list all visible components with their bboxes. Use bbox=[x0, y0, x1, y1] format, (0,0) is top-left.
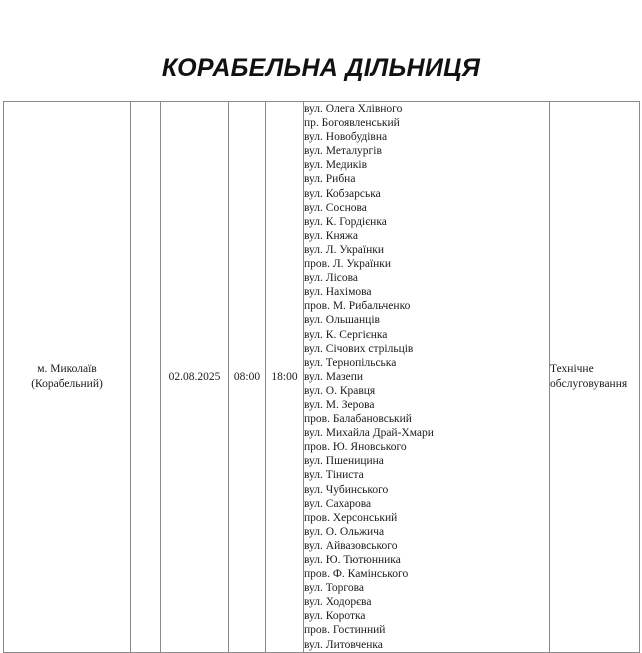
street-list-item: вул. Рибна bbox=[304, 173, 356, 186]
street-list-item: пров. Ф. Камінського bbox=[304, 568, 409, 581]
page-title: КОРАБЕЛЬНА ДІЛЬНИЦЯ bbox=[161, 54, 481, 82]
street-list-item: пров. Гостинний bbox=[304, 624, 386, 637]
street-list-item: вул. Ольшанців bbox=[304, 314, 380, 327]
street-list-item: вул. Тіниста bbox=[304, 469, 364, 482]
street-list-item: вул. Михайла Драй-Хмари bbox=[304, 427, 434, 440]
cell-reason bbox=[550, 102, 640, 653]
street-list-item: вул. Литовченка bbox=[304, 638, 383, 651]
table-row bbox=[4, 102, 640, 653]
street-list-item: вул. Металургів bbox=[304, 145, 382, 158]
street-list-item: вул. К. Гордієнка bbox=[304, 215, 387, 228]
street-list-item: вул. Ходорєва bbox=[304, 596, 372, 609]
street-list-item: вул. Айвазовського bbox=[304, 539, 398, 552]
street-list-item: вул. М. Зерова bbox=[304, 398, 375, 411]
street-list-item: вул. Сахарова bbox=[304, 497, 372, 510]
street-list-item: вул. Медиків bbox=[304, 159, 368, 172]
cell-streets bbox=[304, 102, 550, 653]
cell-city: м. Миколаїв (Корабельний) bbox=[4, 102, 131, 653]
reason-text: Технічне обслуговування bbox=[550, 362, 628, 390]
cell-blank bbox=[131, 102, 161, 653]
street-list-item: пров. Балабановський bbox=[304, 413, 412, 426]
street-list-item: вул. О. Ольжича bbox=[304, 525, 385, 538]
street-list-item: пров. М. Рибальченко bbox=[304, 300, 411, 313]
outage-schedule-table bbox=[3, 101, 640, 653]
street-list bbox=[304, 102, 549, 652]
street-list-item: вул. Кобзарська bbox=[304, 187, 381, 200]
street-list-item: вул. Січових стрільців bbox=[304, 342, 414, 355]
street-list-item: пров. Херсонський bbox=[304, 511, 398, 524]
street-list-item: вул. Чубинського bbox=[304, 483, 389, 496]
cell-time-to: 18:00 bbox=[266, 102, 304, 653]
street-list-item: вул. Коротка bbox=[304, 610, 366, 623]
street-list-item: вул. Соснова bbox=[304, 201, 367, 214]
cell-date: 02.08.2025 bbox=[161, 102, 229, 653]
street-list-item: вул. Нахімова bbox=[304, 286, 372, 299]
street-list-item: вул. Пшеницина bbox=[304, 455, 384, 468]
street-list-item: вул. О. Кравця bbox=[304, 384, 376, 397]
street-list-item: вул. Л. Українки bbox=[304, 243, 384, 256]
street-list-item: пров. Л. Українки bbox=[304, 258, 392, 271]
street-list-item: вул. Торгова bbox=[304, 582, 364, 595]
street-list-item: вул. К. Сергієнка bbox=[304, 328, 388, 341]
street-list-item: вул. Лісова bbox=[304, 272, 359, 285]
street-list-item: вул. Тернопільська bbox=[304, 356, 397, 369]
street-list-item: вул. Ю. Тютюнника bbox=[304, 554, 401, 566]
cell-time-from: 08:00 bbox=[229, 102, 266, 653]
street-list-item: пров. Ю. Яновського bbox=[304, 441, 407, 454]
street-list-item: вул. Мазепи bbox=[304, 370, 364, 383]
street-list-item: вул. Княжа bbox=[304, 229, 358, 242]
street-list-item: пр. Богоявленський bbox=[304, 117, 400, 130]
street-list-item: вул. Олега Хлівного bbox=[304, 103, 403, 115]
street-list-item: вул. Новобудівна bbox=[304, 131, 388, 144]
